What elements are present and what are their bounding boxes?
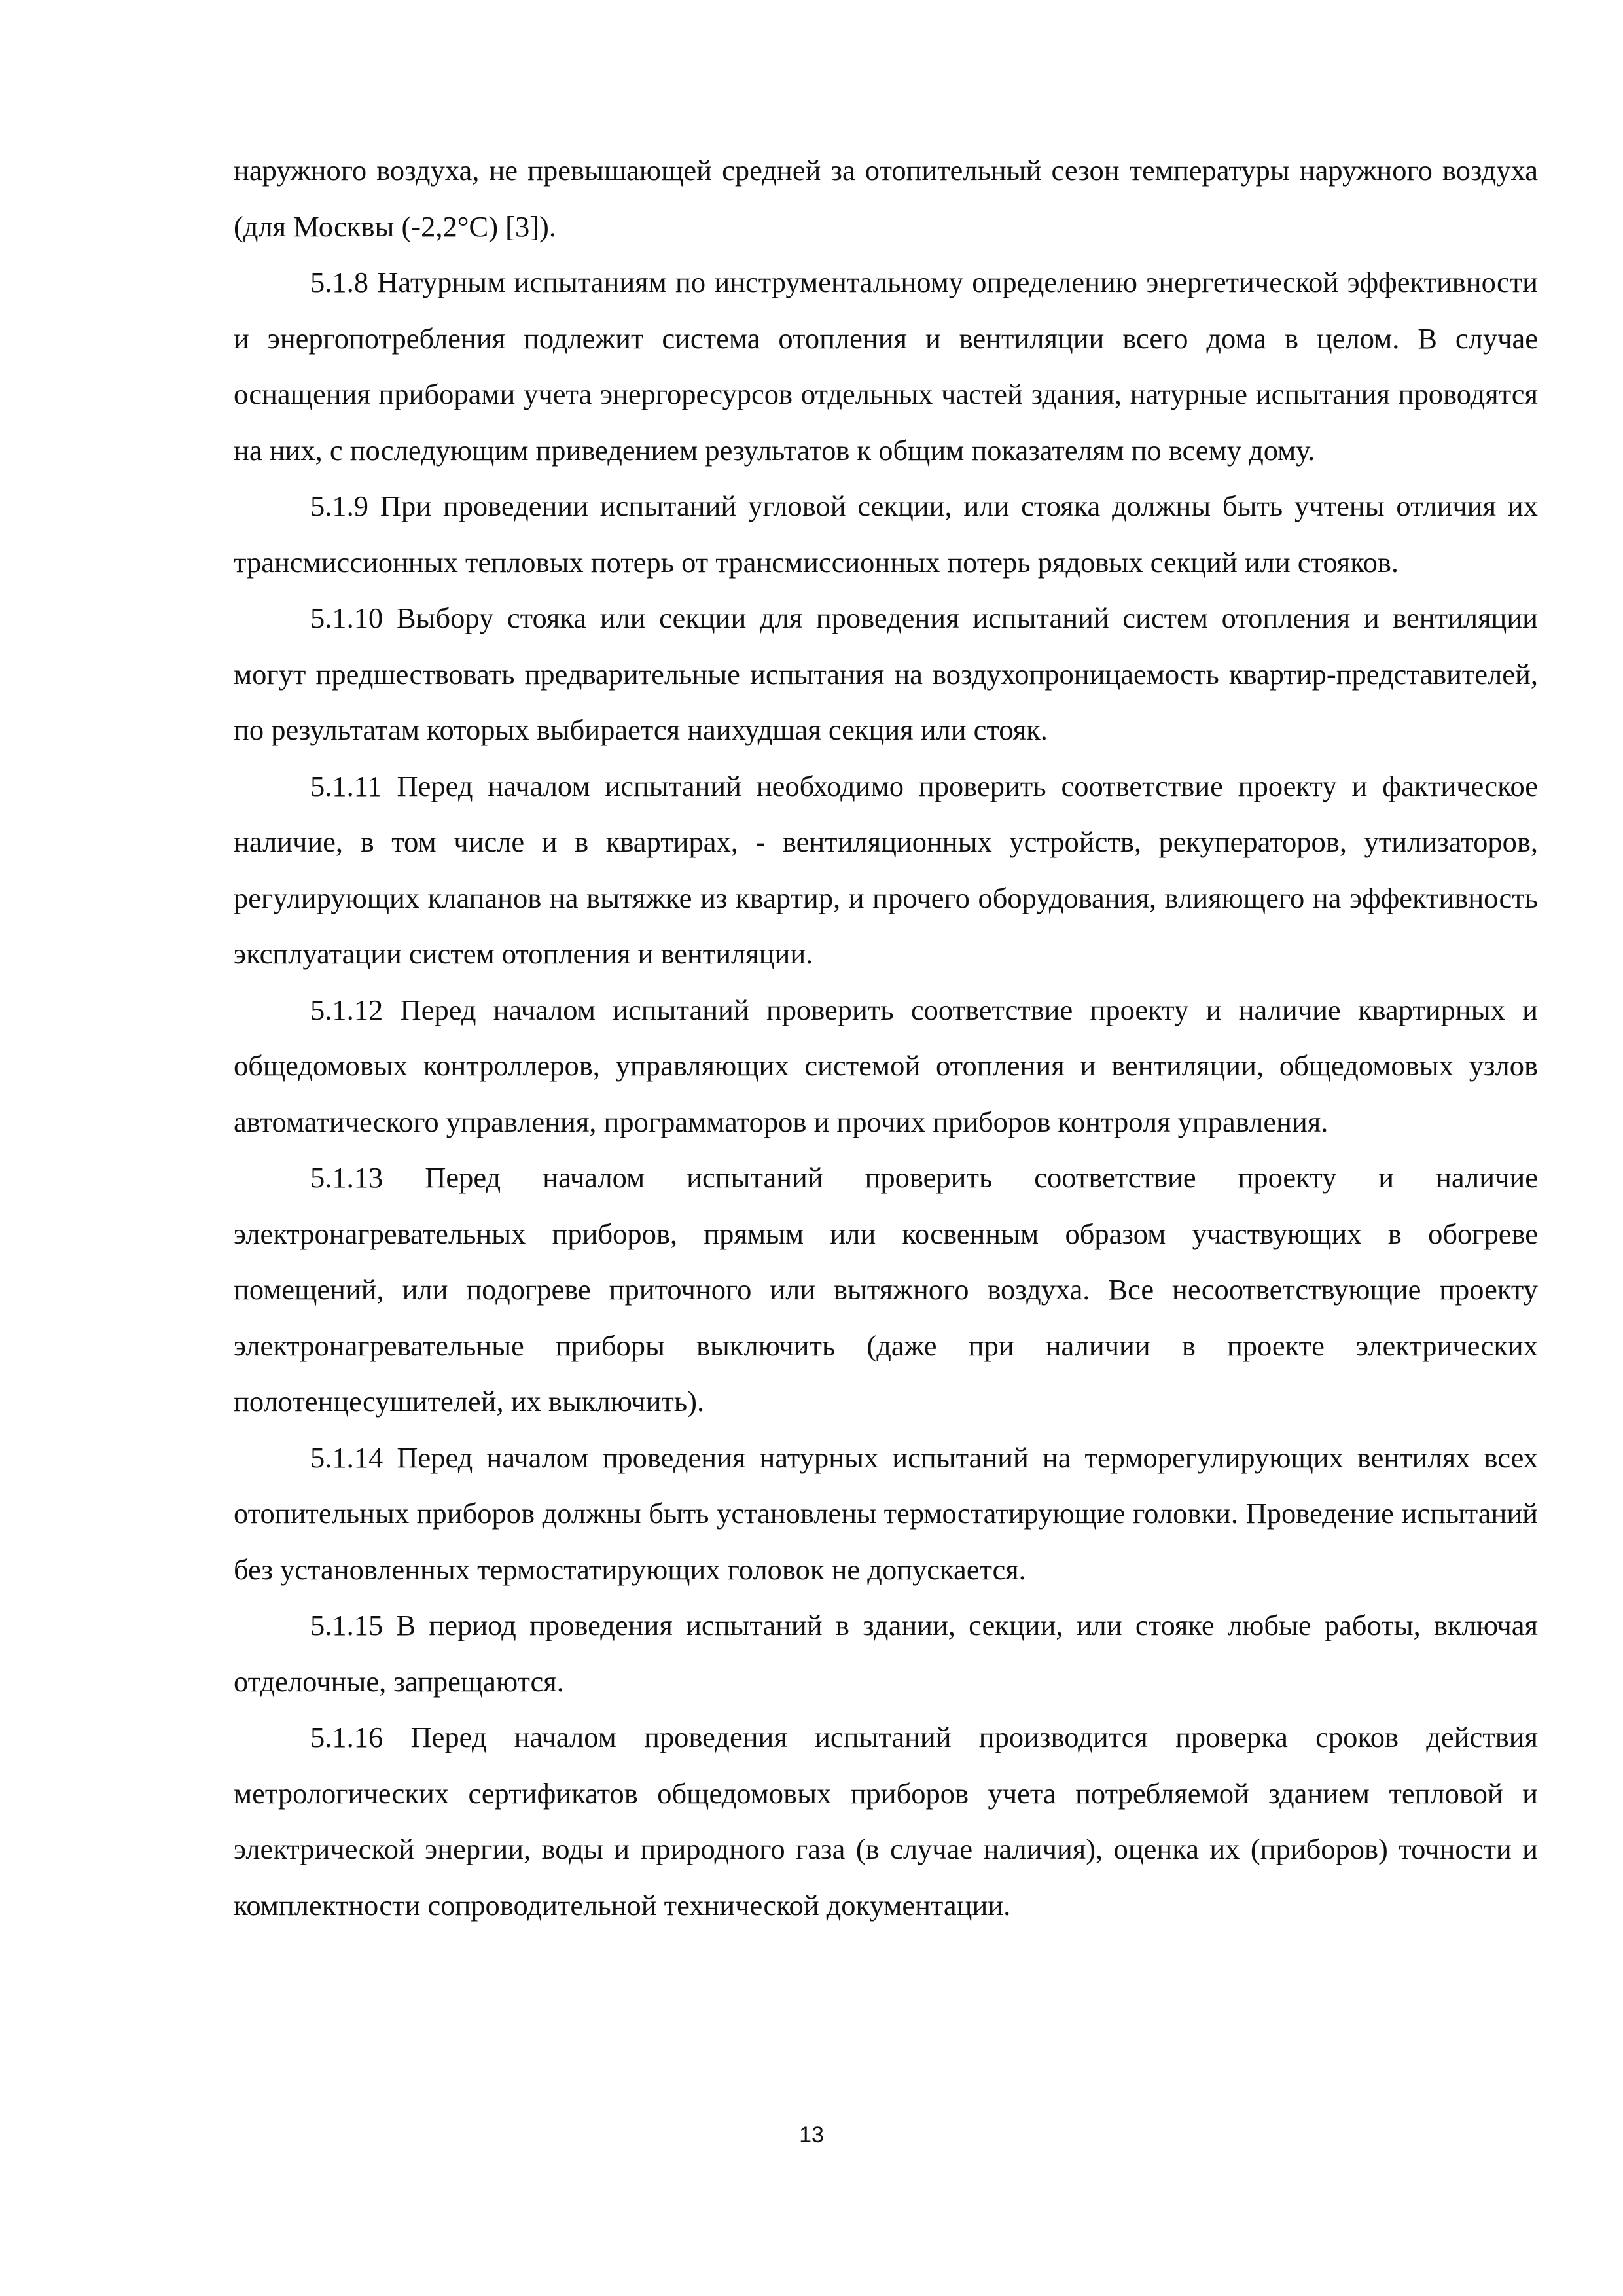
document-body bbox=[234, 143, 1538, 1933]
paragraph-5-1-9: 5.1.9 При проведении испытаний угловой секции, или стояка должны быть учтены отличия их трансмиссионных тепловых потерь от трансмиссионных потерь рядовых секций или стояков. bbox=[234, 490, 1538, 579]
paragraph-5-1-15: 5.1.15 В период проведения испытаний в здании, секции, или стояке любые работы, включая отделочные, запрещаются. bbox=[234, 1609, 1538, 1698]
paragraph-5-1-13: 5.1.13 Перед началом испытаний проверить соответствие проекту и наличие электронагревательных приборов, прямым или косвенным образом участвующих в обогреве помещений, или подогреве приточного или вытяжного воздуха. Все несоответствующие проекту электронагревательные приборы выключить (даже при наличии в проекте электрических полотенцесушителей, их выключить). bbox=[234, 1161, 1538, 1418]
paragraph-5-1-10: 5.1.10 Выбору стояка или секции для проведения испытаний систем отопления и вентиляции могут предшествовать предварительные испытания на воздухопроницаемость квартир-представителей, по результатам которых выбирается наихудшая секция или стояк. bbox=[234, 601, 1538, 746]
page-number: 13 bbox=[799, 2123, 824, 2147]
paragraph-5-1-16: 5.1.16 Перед началом проведения испытаний производится проверка сроков действия метрологических сертификатов общедомовых приборов учета потребляемой зданием тепловой и электрической энергии, воды и природного газа (в случае наличия), оценка их (приборов) точности и комплектности сопроводительной технической документации. bbox=[234, 1721, 1538, 1922]
paragraph-5-1-12: 5.1.12 Перед началом испытаний проверить соответствие проекту и наличие квартирных и общедомовых контроллеров, управляющих системой отопления и вентиляции, общедомовых узлов автоматического управления, программаторов и прочих приборов контроля управления. bbox=[234, 993, 1538, 1138]
paragraph-5-1-14: 5.1.14 Перед началом проведения натурных испытаний на терморегулирующих вентилях всех отопительных приборов должны быть установлены термостатирующие головки. Проведение испытаний без установленных термостатирующих головок не допускается. bbox=[234, 1441, 1538, 1586]
paragraph-continuation: наружного воздуха, не превышающей средней за отопительный сезон температуры наружного воздуха (для Москвы (-2,2°С) [3]). bbox=[234, 154, 1538, 243]
paragraph-5-1-11: 5.1.11 Перед началом испытаний необходимо проверить соответствие проекту и фактическое наличие, в том числе и в квартирах, - вентиляционных устройств, рекуператоров, утилизаторов, регулирующих клапанов на вытяжке из квартир, и прочего оборудования, влияющего на эффективность эксплуатации систем отопления и вентиляции. bbox=[234, 769, 1538, 970]
paragraph-5-1-8: 5.1.8 Натурным испытаниям по инструментальному определению энергетической эффективности и энергопотребления подлежит система отопления и вентиляции всего дома в целом. В случае оснащения приборами учета энергоресурсов отдельных частей здания, натурные испытания проводятся на них, с последующим приведением результатов к общим показателям по всему дому. bbox=[234, 266, 1538, 467]
